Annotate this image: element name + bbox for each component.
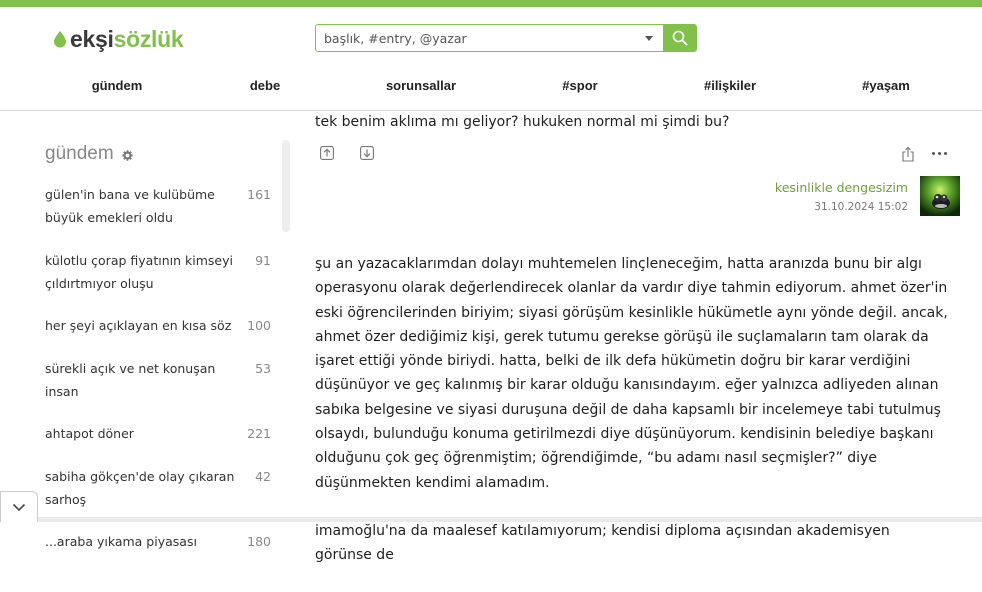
- entry-author[interactable]: kesinlikle dengesizim: [774, 180, 908, 195]
- nav-spor[interactable]: #spor: [562, 78, 598, 93]
- topic-nav: [0, 78, 982, 100]
- agenda-sidebar: [0, 111, 300, 549]
- nav-sorunsallar[interactable]: sorunsallar: [385, 78, 457, 93]
- downvote-icon[interactable]: [360, 146, 374, 160]
- search-input[interactable]: [316, 25, 635, 51]
- agenda-item-title: her şeyi açıklayan en kısa söz: [45, 318, 232, 333]
- agenda-item-count: 53: [255, 360, 271, 376]
- logo-text-sozluk: sözlük: [113, 25, 184, 52]
- agenda-item[interactable]: [45, 465, 275, 511]
- agenda-item-count: 221: [247, 426, 271, 441]
- previous-entry-text: tek benim aklıma mı geliyor? hukuken normal mi şimdi bu?: [315, 114, 730, 130]
- upvote-icon[interactable]: [320, 146, 334, 160]
- nav-debe[interactable]: debe: [249, 78, 281, 93]
- agenda-item[interactable]: [45, 314, 275, 337]
- drop-icon: [54, 31, 66, 47]
- sidebar-collapse-button[interactable]: [0, 491, 38, 522]
- agenda-list: [45, 183, 275, 573]
- agenda-item[interactable]: [45, 530, 275, 553]
- chevron-down-icon: [12, 503, 26, 512]
- gear-icon[interactable]: [122, 150, 133, 161]
- sidebar-scrollbar[interactable]: [282, 140, 290, 232]
- bottom-shadow: [38, 517, 982, 522]
- entry-body: [315, 252, 951, 592]
- agenda-item[interactable]: [45, 183, 275, 229]
- agenda-item-count: 91: [255, 252, 271, 268]
- nav-gundem[interactable]: gündem: [91, 78, 143, 93]
- nav-yasam[interactable]: #yaşam: [862, 78, 910, 93]
- search-icon: [672, 30, 688, 46]
- agenda-item-count: 100: [247, 318, 271, 333]
- agenda-item-title: gülen'in bana ve kulübüme büyük emekleri oldu: [45, 187, 215, 225]
- sidebar-title: [45, 143, 133, 165]
- site-logo[interactable]: [54, 26, 183, 52]
- entry-paragraph: şu an yazacaklarımdan dolayı muhtemelen linçleneceğim, hatta aranızda bunu bir algı operasyonu olarak değerlendirecek olanlar da vardır diye tahmin ediyorum. ahmet özer'in eski öğrencilerinden biriyim; siyasi görüşüm kesinlikle hükümetle aynı yönde değil. ancak, ahmet özer dediğimiz kişi, gerek tutumu gerekse görüşü ile suçlamaların tam olarak da işaret ettiği yönde biriydi. hatta, belki de ilk defa hükümetin doğru bir karar verdiğini düşünüyor ve geç kalınmış bir karar olduğu kanısındayım. eğer yalnızca adliyeden alınan sabıka belgesine ve siyasi duruşuna değil de daha kapsamlı bir incelemeye tabi tutulmuş olsaydı, bulunduğu konuma getirilmezdi diye düşünüyorum. kendisinin belediye başkanı olduğunu çok geç öğrenmiştim; öğrendiğimde, “bu adamı nasıl seçmişler?” diye düşünmekten kendimi alamadım.: [315, 256, 948, 491]
- entry-date[interactable]: 31.10.2024 15:02: [814, 201, 908, 213]
- more-options-icon[interactable]: [932, 152, 947, 155]
- site-header: [0, 7, 982, 111]
- caret-down-icon: [645, 36, 653, 41]
- search-box: [315, 24, 697, 52]
- brand-top-bar: [0, 0, 982, 7]
- agenda-item-title: ahtapot döner: [45, 426, 134, 441]
- agenda-item-count: 180: [247, 534, 271, 549]
- agenda-item[interactable]: [45, 249, 275, 295]
- entry-content: [315, 111, 955, 564]
- agenda-item-title: külotlu çorap fiyatının kimseyi çıldırtmıyor oluşu: [45, 252, 233, 291]
- agenda-item[interactable]: [45, 357, 275, 403]
- agenda-item[interactable]: [45, 422, 275, 445]
- entry-paragraph: imamoğlu'na da maalesef katılamıyorum; kendisi diploma açısından akademisyen görünse de: [315, 522, 890, 564]
- avatar-image: [920, 176, 960, 216]
- author-avatar[interactable]: [920, 176, 960, 216]
- agenda-item-title: ...araba yıkama piyasası: [45, 534, 197, 549]
- search-button[interactable]: [663, 25, 696, 51]
- search-dropdown-toggle[interactable]: [635, 25, 663, 51]
- sidebar-title-text: gündem: [45, 143, 114, 164]
- agenda-item-count: 42: [255, 468, 271, 484]
- agenda-item-count: 161: [247, 187, 271, 202]
- share-icon[interactable]: [901, 146, 915, 162]
- logo-text-eksi: ekşi: [70, 25, 114, 52]
- agenda-item-title: sürekli açık ve net konuşan insan: [45, 360, 216, 399]
- agenda-item-title: sabiha gökçen'de olay çıkaran sarhoş: [45, 468, 235, 507]
- nav-iliskiler[interactable]: #ilişkiler: [703, 78, 757, 93]
